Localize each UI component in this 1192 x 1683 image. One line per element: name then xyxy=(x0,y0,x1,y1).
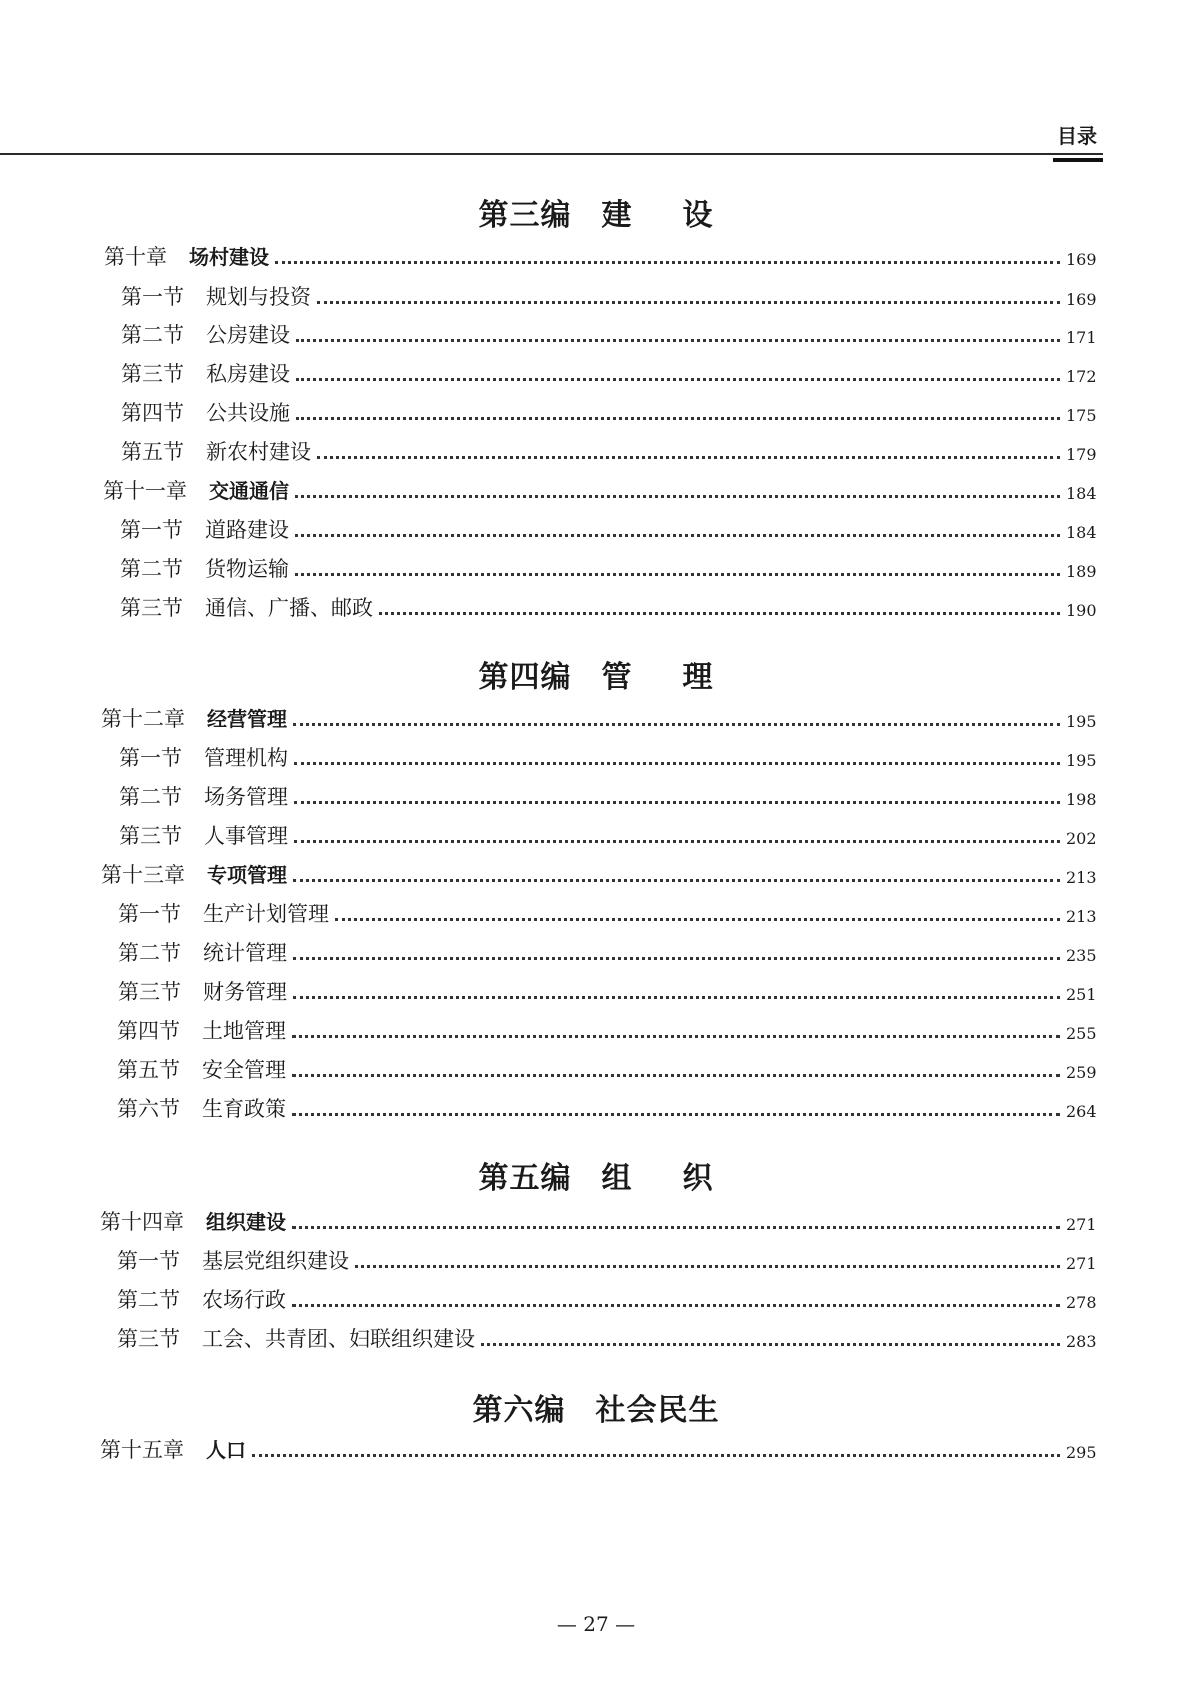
toc-section[interactable] xyxy=(119,819,1096,849)
entry-page: 184 xyxy=(1066,523,1097,542)
entry-number: 第一节 xyxy=(121,285,184,309)
entry-title: 土地管理 xyxy=(202,1019,286,1043)
toc-section[interactable] xyxy=(117,1244,1096,1274)
entry-title: 基层党组织建设 xyxy=(202,1249,349,1273)
dot-leader xyxy=(294,761,1060,765)
dot-leader xyxy=(294,800,1060,804)
entry-page: 169 xyxy=(1066,250,1097,269)
toc-section[interactable] xyxy=(118,897,1096,927)
part-number: 第六编 xyxy=(472,1393,566,1428)
entry-page: 213 xyxy=(1066,868,1097,887)
entry-page: 202 xyxy=(1066,829,1097,848)
toc-section[interactable] xyxy=(121,318,1096,348)
entry-number: 第三节 xyxy=(117,1327,180,1351)
dot-leader xyxy=(292,1303,1060,1307)
dot-leader xyxy=(293,878,1060,882)
entry-number: 第四节 xyxy=(121,401,184,425)
entry-title: 安全管理 xyxy=(202,1058,286,1082)
toc-chapter[interactable] xyxy=(103,474,1096,504)
part-number: 第三编 xyxy=(478,198,572,233)
dot-leader xyxy=(292,1073,1060,1077)
dot-leader xyxy=(294,839,1060,843)
toc-chapter[interactable] xyxy=(100,1205,1096,1235)
part-word: 设 xyxy=(682,198,714,233)
entry-title: 场务管理 xyxy=(204,785,288,809)
toc-section[interactable] xyxy=(120,591,1096,621)
entry-title: 生产计划管理 xyxy=(203,902,329,926)
toc-chapter[interactable] xyxy=(104,240,1096,270)
toc-section[interactable] xyxy=(117,1322,1096,1352)
entry-page: 190 xyxy=(1066,601,1097,620)
entry-page: 179 xyxy=(1066,445,1097,464)
entry-number: 第二节 xyxy=(118,941,181,965)
part-word: 织 xyxy=(682,1161,714,1196)
entry-page: 264 xyxy=(1066,1102,1097,1121)
entry-title: 道路建设 xyxy=(205,518,289,542)
entry-page: 198 xyxy=(1066,790,1097,809)
entry-page: 171 xyxy=(1066,328,1097,347)
entry-title: 农场行政 xyxy=(202,1288,286,1312)
dot-leader xyxy=(275,260,1060,264)
entry-title: 交通通信 xyxy=(209,479,289,503)
dot-leader xyxy=(296,377,1060,381)
entry-page: 175 xyxy=(1066,406,1097,425)
dot-leader xyxy=(292,1225,1060,1229)
entry-number: 第三节 xyxy=(120,596,183,620)
part-heading xyxy=(0,190,1192,234)
part-number: 第五编 xyxy=(478,1161,572,1196)
entry-title: 管理机构 xyxy=(204,746,288,770)
part-heading xyxy=(0,1385,1192,1429)
toc-section[interactable] xyxy=(119,780,1096,810)
entry-number: 第六节 xyxy=(117,1097,180,1121)
entry-number: 第十四章 xyxy=(100,1210,184,1234)
entry-title: 私房建设 xyxy=(206,362,290,386)
entry-number: 第一节 xyxy=(120,518,183,542)
toc-section[interactable] xyxy=(121,435,1096,465)
entry-page: 235 xyxy=(1066,946,1097,965)
page-number: — 27 — xyxy=(556,1612,636,1636)
dot-leader xyxy=(295,494,1060,498)
entry-title: 通信、广播、邮政 xyxy=(205,596,373,620)
part-word: 组 xyxy=(601,1161,633,1196)
toc-section[interactable] xyxy=(120,513,1096,543)
entry-title: 公共设施 xyxy=(206,401,290,425)
entry-title: 生育政策 xyxy=(202,1097,286,1121)
dot-leader xyxy=(292,1034,1060,1038)
entry-number: 第二节 xyxy=(119,785,182,809)
entry-number: 第十一章 xyxy=(103,479,187,503)
toc-section[interactable] xyxy=(118,936,1096,966)
entry-page: 251 xyxy=(1066,985,1097,1004)
entry-number: 第十二章 xyxy=(101,707,185,731)
part-number: 第四编 xyxy=(478,660,572,695)
running-head: 目录 xyxy=(1057,124,1097,148)
dot-leader xyxy=(317,300,1060,304)
toc-section[interactable] xyxy=(119,741,1096,771)
entry-number: 第一节 xyxy=(119,746,182,770)
entry-title: 货物运输 xyxy=(205,557,289,581)
entry-page: 195 xyxy=(1066,712,1097,731)
toc-section[interactable] xyxy=(118,975,1096,1005)
entry-title: 统计管理 xyxy=(203,941,287,965)
toc-chapter[interactable] xyxy=(101,858,1096,888)
toc-section[interactable] xyxy=(121,280,1096,310)
entry-page: 169 xyxy=(1066,290,1097,309)
entry-title: 财务管理 xyxy=(203,980,287,1004)
toc-section[interactable] xyxy=(117,1092,1096,1122)
entry-title: 经营管理 xyxy=(207,707,287,731)
entry-number: 第十五章 xyxy=(100,1438,184,1462)
entry-number: 第十三章 xyxy=(101,863,185,887)
entry-title: 场村建设 xyxy=(189,245,269,269)
entry-title: 人事管理 xyxy=(204,824,288,848)
toc-section[interactable] xyxy=(117,1283,1096,1313)
dot-leader xyxy=(355,1264,1060,1268)
entry-page: 283 xyxy=(1066,1332,1097,1351)
entry-page: 195 xyxy=(1066,751,1097,770)
entry-number: 第五节 xyxy=(121,440,184,464)
entry-title: 新农村建设 xyxy=(206,440,311,464)
dot-leader xyxy=(335,917,1060,921)
entry-title: 人口 xyxy=(206,1438,246,1462)
entry-page: 213 xyxy=(1066,907,1097,926)
entry-page: 255 xyxy=(1066,1024,1097,1043)
dot-leader xyxy=(292,1112,1060,1116)
entry-page: 189 xyxy=(1066,562,1097,581)
entry-page: 172 xyxy=(1066,367,1097,386)
dot-leader xyxy=(481,1342,1060,1346)
entry-number: 第二节 xyxy=(120,557,183,581)
part-heading xyxy=(0,1153,1192,1197)
dot-leader xyxy=(296,338,1060,342)
part-word: 理 xyxy=(682,660,714,695)
toc-chapter[interactable] xyxy=(101,702,1096,732)
toc-section[interactable] xyxy=(121,396,1096,426)
toc-section[interactable] xyxy=(117,1014,1096,1044)
toc-section[interactable] xyxy=(117,1053,1096,1083)
dot-leader xyxy=(296,416,1060,420)
part-heading xyxy=(0,652,1192,696)
entry-number: 第三节 xyxy=(119,824,182,848)
entry-page: 271 xyxy=(1066,1254,1097,1273)
dot-leader xyxy=(379,611,1060,615)
entry-page: 278 xyxy=(1066,1293,1097,1312)
entry-number: 第四节 xyxy=(117,1019,180,1043)
entry-number: 第二节 xyxy=(121,323,184,347)
dot-leader xyxy=(317,455,1060,459)
toc-section[interactable] xyxy=(120,552,1096,582)
entry-page: 259 xyxy=(1066,1063,1097,1082)
part-word: 管 xyxy=(601,660,633,695)
dot-leader xyxy=(293,995,1060,999)
dot-leader xyxy=(295,533,1060,537)
part-word: 建 xyxy=(601,198,633,233)
entry-number: 第二节 xyxy=(117,1288,180,1312)
part-word: 社会民生 xyxy=(595,1393,720,1428)
toc-section[interactable] xyxy=(121,357,1096,387)
entry-page: 184 xyxy=(1066,484,1097,503)
entry-title: 规划与投资 xyxy=(206,285,311,309)
entry-number: 第五节 xyxy=(117,1058,180,1082)
dot-leader xyxy=(252,1453,1060,1457)
entry-page: 295 xyxy=(1066,1443,1097,1462)
entry-title: 工会、共青团、妇联组织建设 xyxy=(202,1327,475,1351)
dot-leader xyxy=(293,956,1060,960)
entry-number: 第三节 xyxy=(121,362,184,386)
dot-leader xyxy=(293,722,1060,726)
entry-number: 第一节 xyxy=(118,902,181,926)
entry-title: 公房建设 xyxy=(206,323,290,347)
entry-number: 第三节 xyxy=(118,980,181,1004)
entry-number: 第十章 xyxy=(104,245,167,269)
toc-chapter[interactable] xyxy=(100,1433,1096,1463)
entry-page: 271 xyxy=(1066,1215,1097,1234)
dot-leader xyxy=(295,572,1060,576)
entry-title: 专项管理 xyxy=(207,863,287,887)
entry-number: 第一节 xyxy=(117,1249,180,1273)
entry-title: 组织建设 xyxy=(206,1210,286,1234)
